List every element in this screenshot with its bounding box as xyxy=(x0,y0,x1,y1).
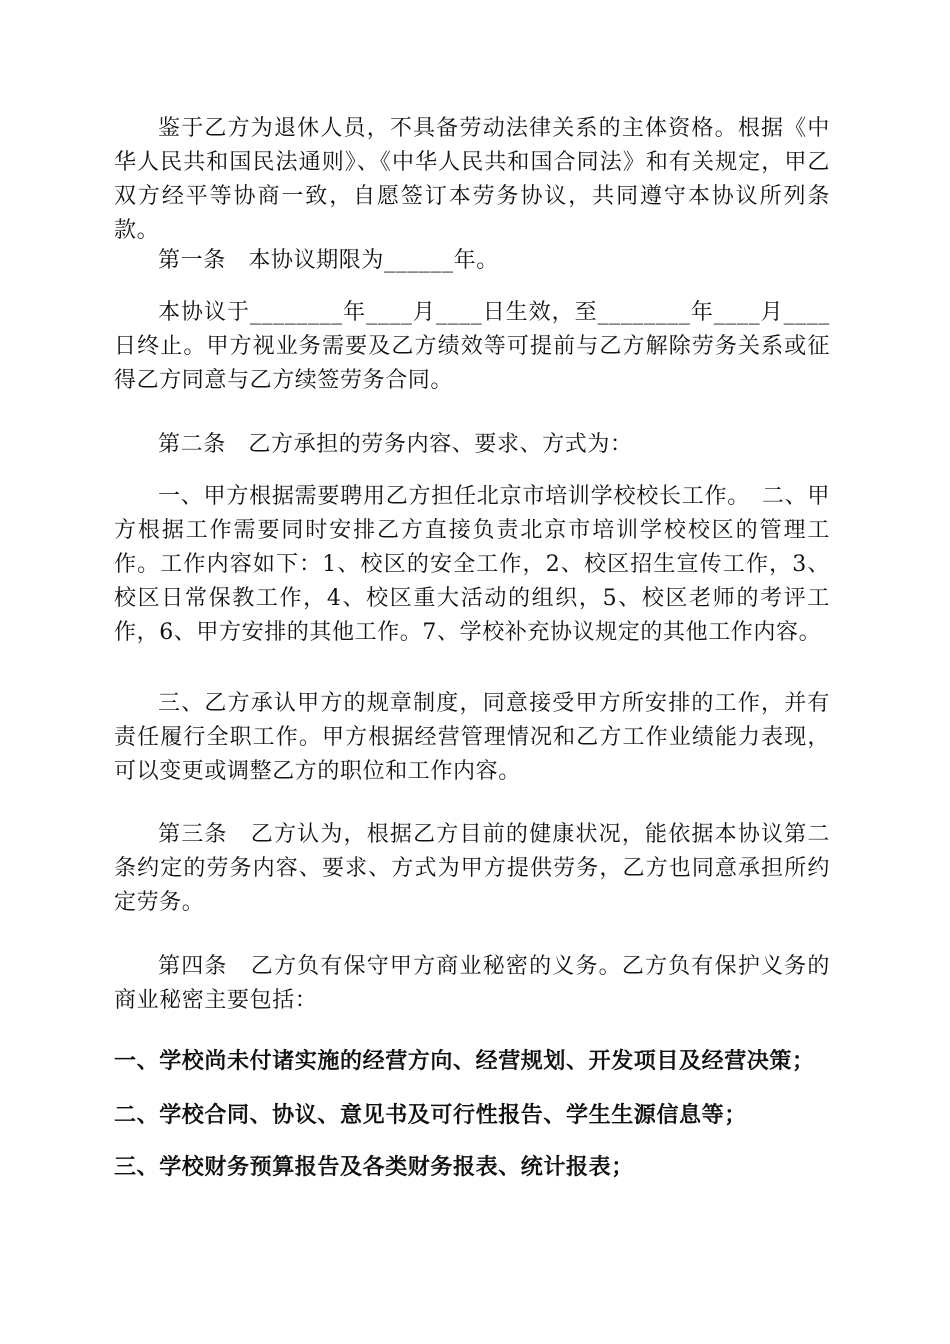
article-3-paragraph: 第三条 乙方认为，根据乙方目前的健康状况，能依据本协议第二条约定的劳务内容、要求、方式为甲方提供劳务，乙方也同意承担所约定劳务。 xyxy=(114,822,830,915)
secret-item-2: 二、学校合同、协议、意见书及可行性报告、学生生源信息等； xyxy=(114,1102,747,1128)
article-4-paragraph: 第四条 乙方负有保守甲方商业秘密的义务。乙方负有保护义务的商业秘密主要包括： xyxy=(114,954,830,1013)
secret-item-3: 三、学校财务预算报告及各类财务报表、统计报表； xyxy=(114,1154,634,1180)
secret-item-1: 一、学校尚未付诸实施的经营方向、经营规划、开发项目及经营决策； xyxy=(114,1048,815,1074)
article-2-heading: 第二条 乙方承担的劳务内容、要求、方式为： xyxy=(158,432,633,457)
preamble-paragraph: 鉴于乙方为退休人员，不具备劳动法律关系的主体资格。根据《中华人民共和国民法通则》、《中华人民共和国合同法》和有关规定，甲乙双方经平等协商一致，自愿签订本劳务协议，共同遵守本协议所列条款。 xyxy=(114,116,830,243)
term-paragraph: 本协议于________年____月____日生效，至________年____月____日终止。甲方视业务需要及乙方绩效等可提前与乙方解除劳务关系或征得乙方同意与乙方续签劳务合同。 xyxy=(114,300,830,393)
duties-paragraph: 一、甲方根据需要聘用乙方担任北京市培训学校校长工作。 二、甲方根据工作需要同时安排乙方直接负责北京市培训学校校区的管理工作。工作内容如下：1、校区的安全工作，2、校区招生宣传工作，3、校区日常保教工作，4、校区重大活动的组织，5、校区老师的考评工作，6、甲方安排的其他工作。7、学校补充协议规定的其他工作内容。 xyxy=(114,484,830,645)
rules-paragraph: 三、乙方承认甲方的规章制度，同意接受甲方所安排的工作，并有责任履行全职工作。甲方根据经营管理情况和乙方工作业绩能力表现，可以变更或调整乙方的职位和工作内容。 xyxy=(114,691,830,784)
article-1-heading: 第一条 本协议期限为______年。 xyxy=(158,248,499,273)
